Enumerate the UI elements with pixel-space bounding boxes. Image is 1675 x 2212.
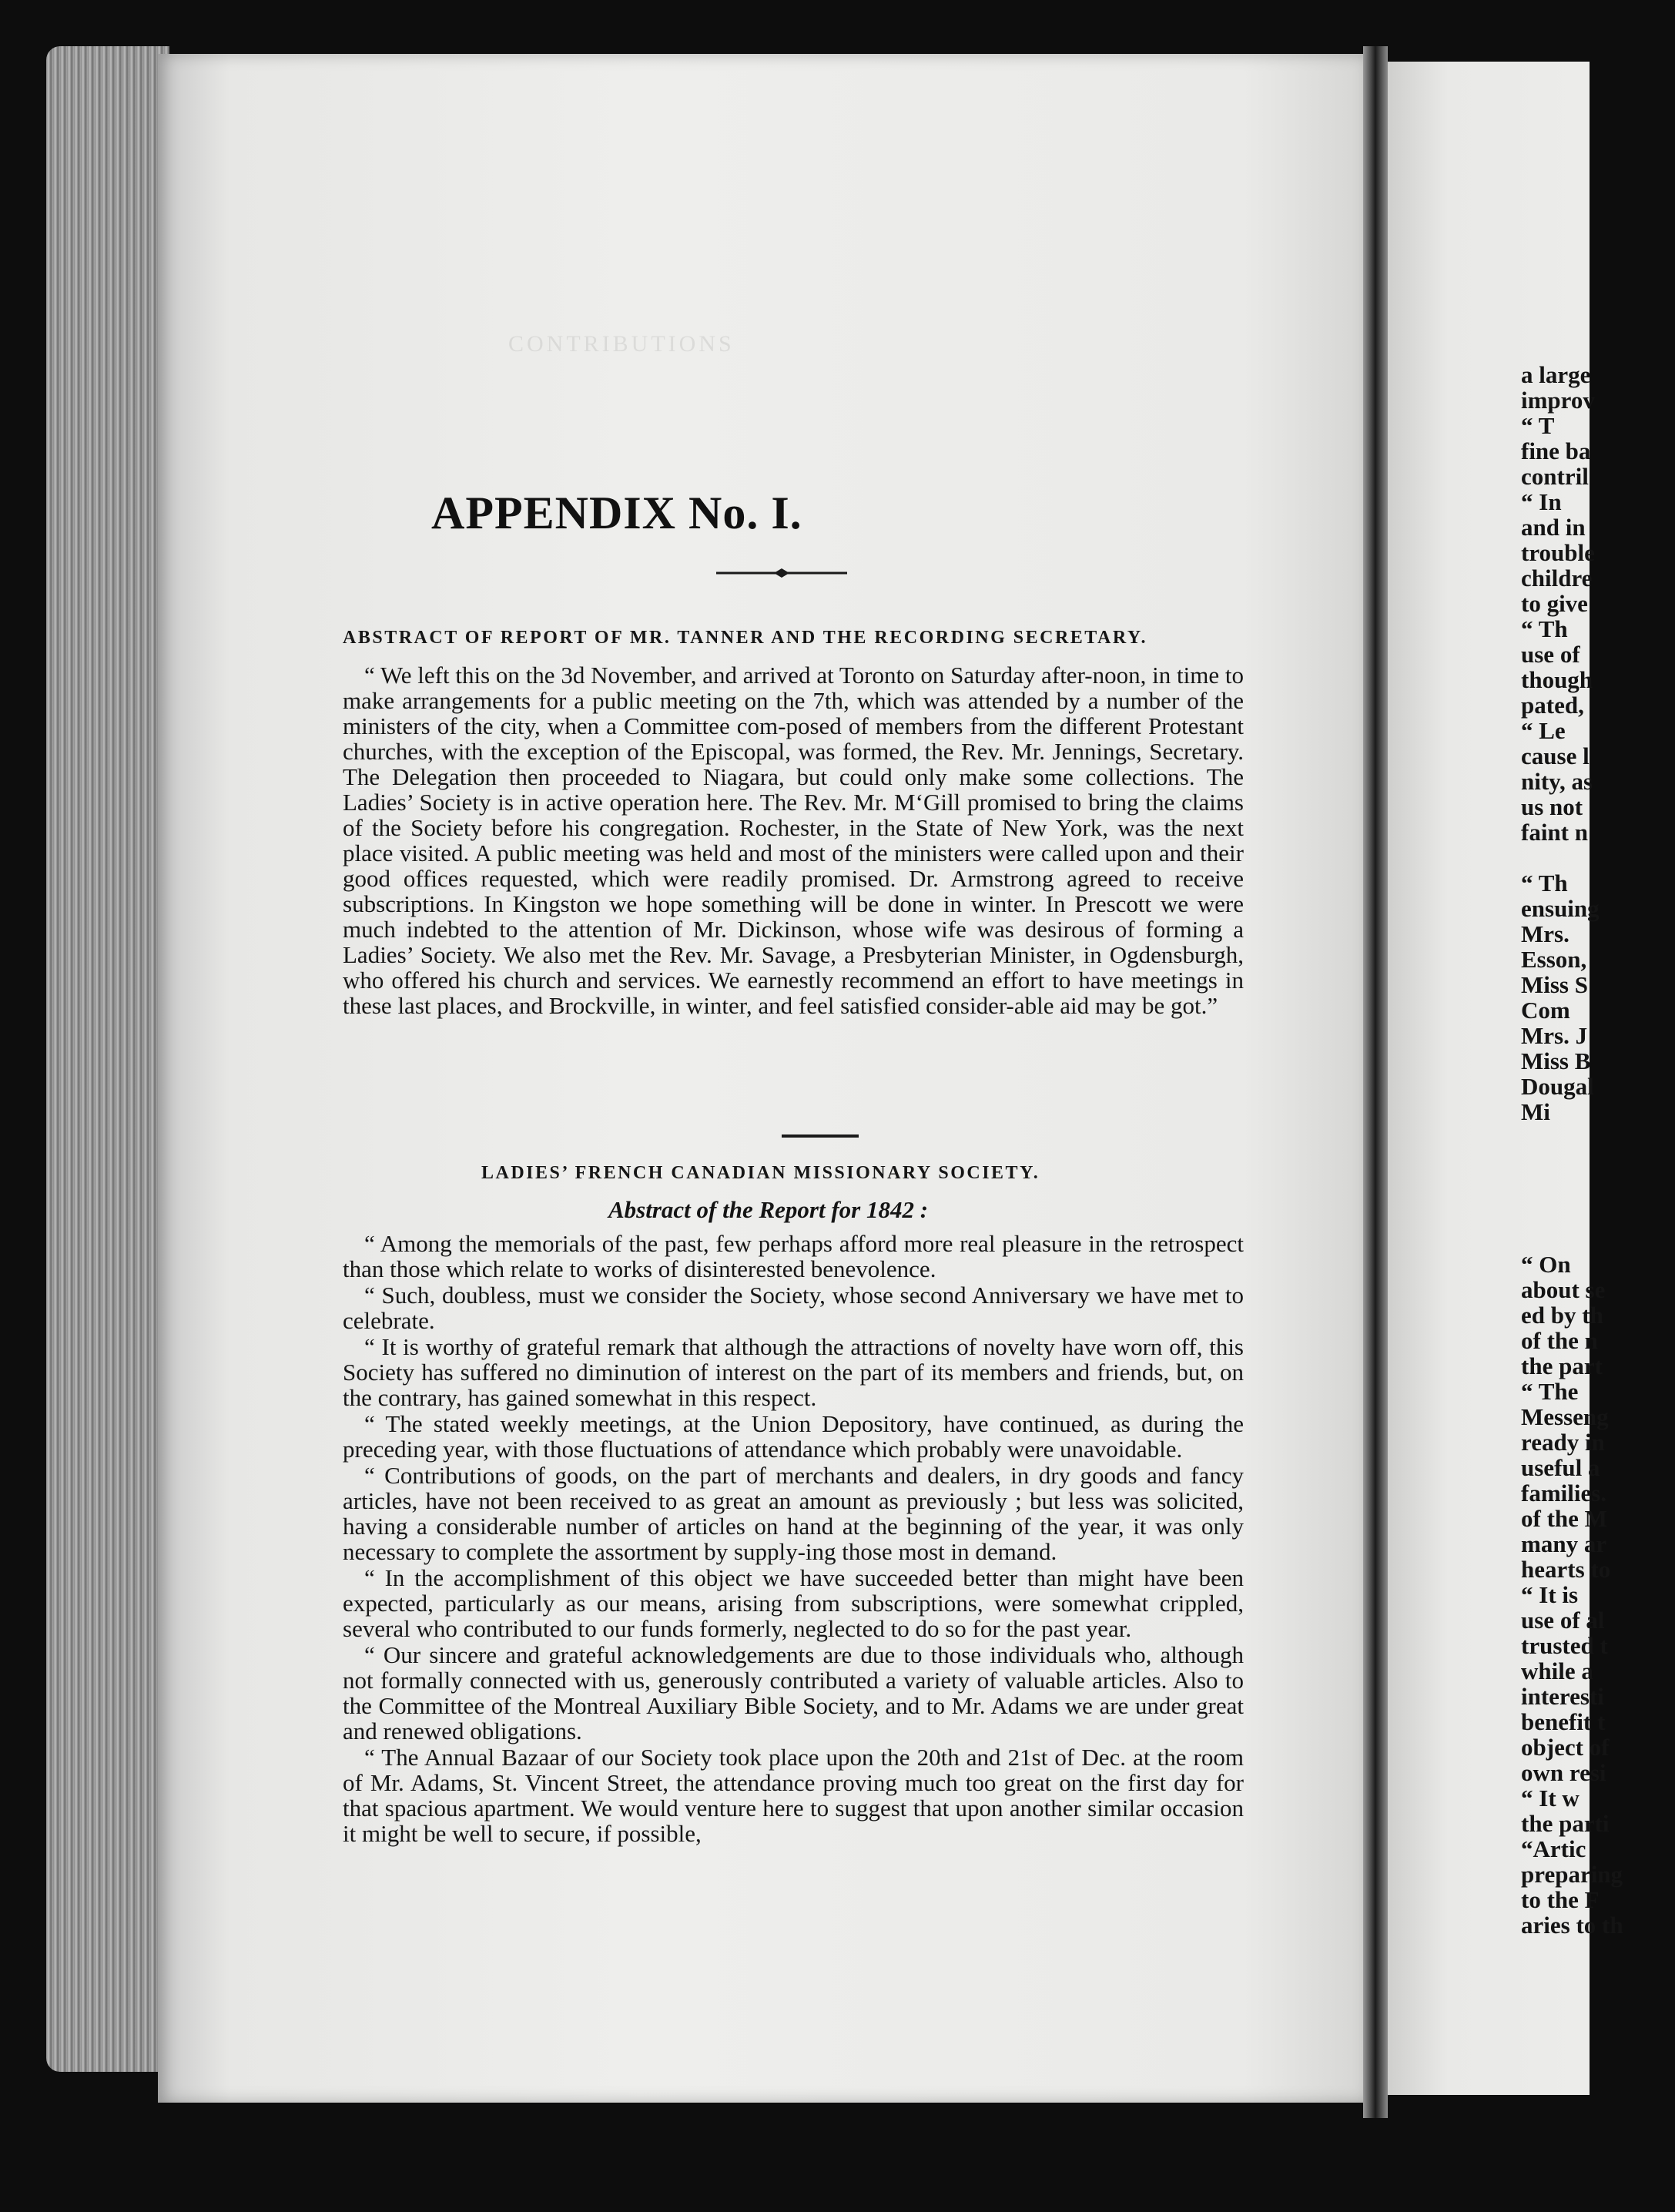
right-page-line: of the M (1521, 1505, 1607, 1532)
report-paragraph: “ We left this on the 3d November, and arrived at Toronto on Saturday after-noon, in time to make arrangements for a public meeting on the 7th, which was attended by a number of the ministers of the city, when a Committee com-posed of members from the different Protestant churches, with the exception of the Episcopal, was formed, the Rev. Mr. Jennings, Secretary. The Delegation then proceeded to Niagara, but could only make some collections. The Ladies’ Society is in active operation here. The Rev. Mr. M‘Gill promised to bring the claims of the Society before his congregation. Rochester, in the State of New York, was the next place visited. A public meeting was held and most of the ministers were called upon and their good offices requested, which were readily promised. Dr. Armstrong agreed to receive subscriptions. In Kingston we hope something will be done in winter. In Prescott we were much indebted to the attention of Mr. Dickinson, whose wife was desirous of forming a Ladies’ Society. We also met the Rev. Mr. Savage, a Presbyterian Minister, in Ogdensburgh, who offered his church and services. We earnestly recommend an effort to have meetings in these last places, and Brockville, in winter, and feel satisfied consider-able aid may be got.” (343, 662, 1244, 1019)
right-page-line: fine ba (1521, 437, 1591, 464)
right-page-line: Mrs. J (1521, 1022, 1588, 1049)
right-page-line: hearts to (1521, 1556, 1611, 1583)
right-page-line: interesti (1521, 1683, 1604, 1710)
right-page-line: Mrs. (1521, 920, 1569, 947)
right-page-line: “ Le (1521, 717, 1566, 744)
right-page-line: childre (1521, 565, 1593, 592)
right-page-line: “ On (1521, 1251, 1571, 1278)
right-page-line: “ In (1521, 488, 1562, 515)
right-page-line: contril (1521, 463, 1589, 490)
right-page-line: of the n (1521, 1327, 1598, 1354)
right-page-line: Mi (1521, 1098, 1550, 1125)
report-paragraph-3: “ It is worthy of grateful remark that although the attractions of novelty have worn off, this Society has suffered no diminution of interest on the part of its members and friends, but, on the contrary, has gained somewhat in this respect. (343, 1333, 1244, 1411)
right-page-line: to give (1521, 590, 1588, 617)
right-page-line: preparing (1521, 1861, 1623, 1888)
right-page-line: own resi (1521, 1759, 1606, 1786)
right-page-line: many ar (1521, 1530, 1607, 1557)
report-paragraph-6: “ In the accomplishment of this object we have succeeded better than might have been expected, particularly as our means, arising from subscriptions, were somewhat crippled, several who contributed to our funds formerly, neglected to do so for the past year. (343, 1564, 1244, 1642)
right-page-line: Miss B (1521, 1047, 1591, 1074)
right-page-line: Com (1521, 997, 1570, 1024)
right-page-line: aries to th (1521, 1912, 1623, 1939)
right-page-line: ready in (1521, 1429, 1605, 1456)
right-page-line: and in (1521, 514, 1586, 541)
right-page-text-bottom (1521, 1252, 1675, 1938)
right-page-line: while a (1521, 1657, 1593, 1684)
report-paragraph-1: “ Among the memorials of the past, few perhaps afford more real pleasure in the retrospect than those which relate to works of disinterested benevolence. (343, 1230, 1244, 1282)
book-page-edges (46, 46, 169, 2072)
right-page-line: improv (1521, 387, 1595, 414)
report-body (343, 662, 1244, 1019)
right-page-line: object of (1521, 1734, 1610, 1761)
page-title: APPENDIX No. I. (431, 488, 802, 538)
right-page-line: use of al (1521, 1607, 1605, 1634)
right-page-line: ed by th (1521, 1302, 1603, 1329)
right-page-line: ensuing (1521, 895, 1600, 922)
book-gutter (1363, 46, 1388, 2118)
report-paragraph-4: “ The stated weekly meetings, at the Union Depository, have continued, as during the preceding year, with those fluctuations of attendance which probably were unavoidable. (343, 1410, 1244, 1463)
right-page-line: to the F (1521, 1886, 1600, 1913)
right-page-line: about se (1521, 1276, 1606, 1303)
right-page-line: “ Th (1521, 615, 1568, 642)
right-page-text-top (1521, 362, 1675, 1124)
right-page-line: useful a (1521, 1454, 1600, 1481)
right-page-line: use of (1521, 641, 1580, 668)
bleed-through-text: CONTRIBUTIONS (508, 331, 735, 357)
section-rule (782, 1134, 859, 1138)
right-page-line: a large (1521, 361, 1591, 388)
report-paragraph-8: “ The Annual Bazaar of our Society took place upon the 20th and 21st of Dec. at the room of Mr. Adams, St. Vincent Street, the attendance proving much too great on the first day for that spacious apartment. We would venture here to suggest that upon another similar occasion it might be well to secure, if possible, (343, 1744, 1244, 1847)
right-page-line: us not (1521, 793, 1583, 820)
right-page-line: Esson, (1521, 946, 1587, 973)
right-page-line: families. (1521, 1480, 1607, 1507)
right-page-line: the parti (1521, 1810, 1610, 1837)
section-subheading: Abstract of the Report for 1842 : (608, 1196, 929, 1223)
right-page-line: benefit t (1521, 1708, 1606, 1735)
right-page-line: “ The (1521, 1378, 1579, 1405)
right-page-line: Messeng (1521, 1403, 1609, 1430)
right-page-line: “ T (1521, 412, 1555, 439)
right-page-line: trouble (1521, 539, 1595, 566)
ornament-divider (716, 568, 847, 578)
right-page-line: though (1521, 666, 1593, 693)
right-page-line (1521, 845, 1675, 870)
right-page-line: pated, (1521, 692, 1584, 719)
right-page-line: trusted t (1521, 1632, 1608, 1659)
right-page-line: nity, as (1521, 768, 1593, 795)
section-heading-report: ABSTRACT OF REPORT OF MR. TANNER AND THE RECORDING SECRETARY. (343, 628, 1147, 648)
right-page-line: “ Th (1521, 870, 1568, 897)
society-report-body (343, 1231, 1244, 1847)
right-page-line: the part (1521, 1352, 1603, 1379)
right-page-line: “Artic (1521, 1835, 1586, 1862)
report-paragraph-2: “ Such, doubless, must we consider the Society, whose second Anniversary we have met to celebrate. (343, 1282, 1244, 1334)
right-page-line: faint n (1521, 819, 1588, 846)
right-page-line: cause l (1521, 742, 1590, 769)
report-paragraph-7: “ Our sincere and grateful acknowledgements are due to those individuals who, although not formally connected with us, generously contributed a variety of valuable articles. Also to the Committee of the Montreal Auxiliary Bible Society, and to Mr. Adams we are under great and renewed obligations. (343, 1641, 1244, 1744)
right-page-line: Miss S (1521, 971, 1588, 998)
right-page-line: Dougal (1521, 1073, 1594, 1100)
right-page-line: “ It is (1521, 1581, 1579, 1608)
section-heading-society: LADIES’ FRENCH CANADIAN MISSIONARY SOCIETY. (481, 1163, 1040, 1183)
report-paragraph-5: “ Contributions of goods, on the part of merchants and dealers, in dry goods and fancy articles, have not been received to as great an amount as previously ; but less was solicited, having a considerable number of articles on hand at the beginning of the year, it was only necessary to complete the assortment by supply-ing those most in demand. (343, 1462, 1244, 1565)
right-page-line: “ It w (1521, 1785, 1580, 1811)
